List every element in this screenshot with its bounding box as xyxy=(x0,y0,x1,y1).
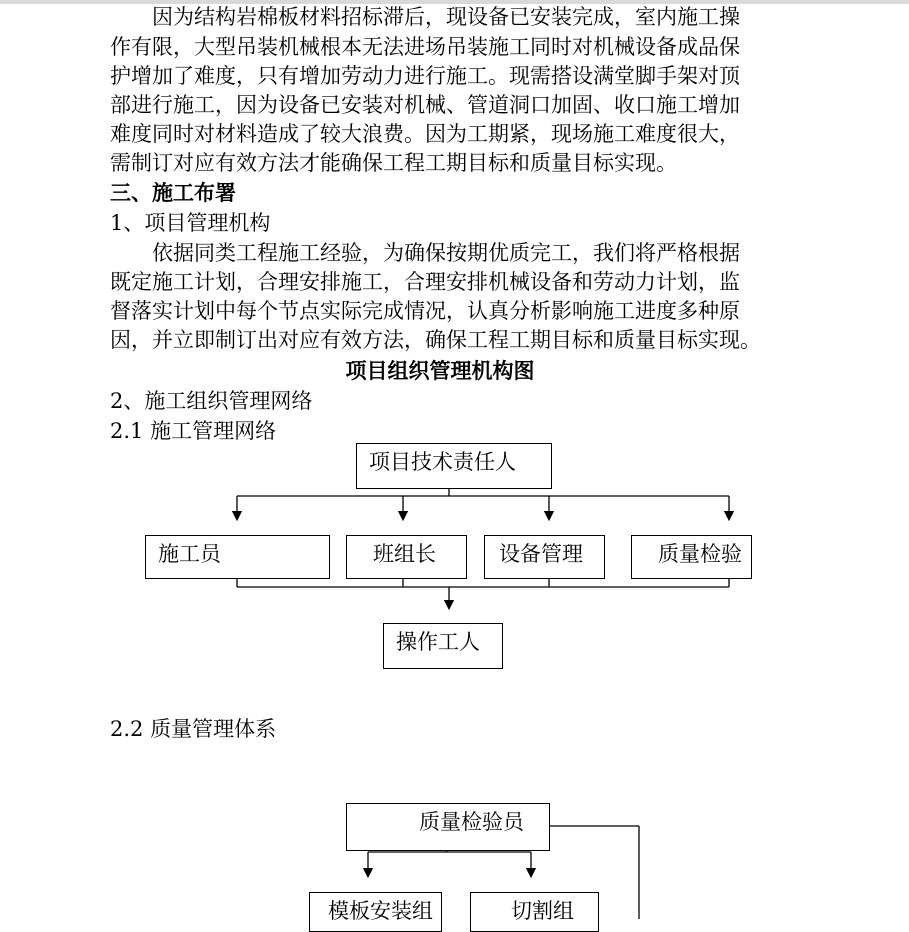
org2-box-child: 模板安装组 xyxy=(309,892,442,932)
paragraph-line: 作有限，大型吊装机械根本无法进场吊装施工同时对机械设备成品保 xyxy=(110,35,740,59)
org-box-middle: 设备管理 xyxy=(484,535,605,579)
org-box-bottom: 操作工人 xyxy=(383,623,503,669)
section-heading: 三、施工布署 xyxy=(110,180,236,205)
subsection-heading: 2.1 施工管理网络 xyxy=(110,419,277,443)
org2-box-top: 质量检验员 xyxy=(346,803,550,851)
subsection-heading: 1、项目管理机构 xyxy=(110,211,271,235)
org2-box-child: 切割组 xyxy=(470,892,599,932)
org-box-middle: 质量检验 xyxy=(631,535,752,579)
paragraph-line: 督落实计划中每个节点实际完成情况，认真分析影响施工进度多种原 xyxy=(110,299,740,323)
paragraph-line: 部进行施工，因为设备已安装对机械、管道洞口加固、收口施工增加 xyxy=(110,93,740,117)
paragraph-line: 需制订对应有效方法才能确保工程工期目标和质量目标实现。 xyxy=(110,151,677,175)
chart-title: 项目组织管理机构图 xyxy=(345,358,535,383)
paragraph-line: 既定施工计划，合理安排施工，合理安排机械设备和劳动力计划，监 xyxy=(110,270,740,294)
subsection-heading: 2、施工组织管理网络 xyxy=(110,389,313,413)
paragraph-line: 护增加了难度，只有增加劳动力进行施工。现需搭设满堂脚手架对顶 xyxy=(110,64,740,88)
org-box-top: 项目技术责任人 xyxy=(356,443,552,489)
paragraph-line: 因为结构岩棉板材料招标滞后，现设备已安装完成，室内施工操 xyxy=(110,5,740,29)
paragraph-line: 因，并立即制订出对应有效方法，确保工程工期目标和质量目标实现。 xyxy=(110,328,761,352)
subsection-heading: 2.2 质量管理体系 xyxy=(110,717,277,741)
org-box-middle: 施工员 xyxy=(145,535,330,579)
org-box-middle: 班组长 xyxy=(346,535,467,579)
paragraph-line: 难度同时对材料造成了较大浪费。因为工期紧，现场施工难度很大， xyxy=(110,122,740,146)
paragraph-line: 依据同类工程施工经验，为确保按期优质完工，我们将严格根据 xyxy=(110,241,740,265)
